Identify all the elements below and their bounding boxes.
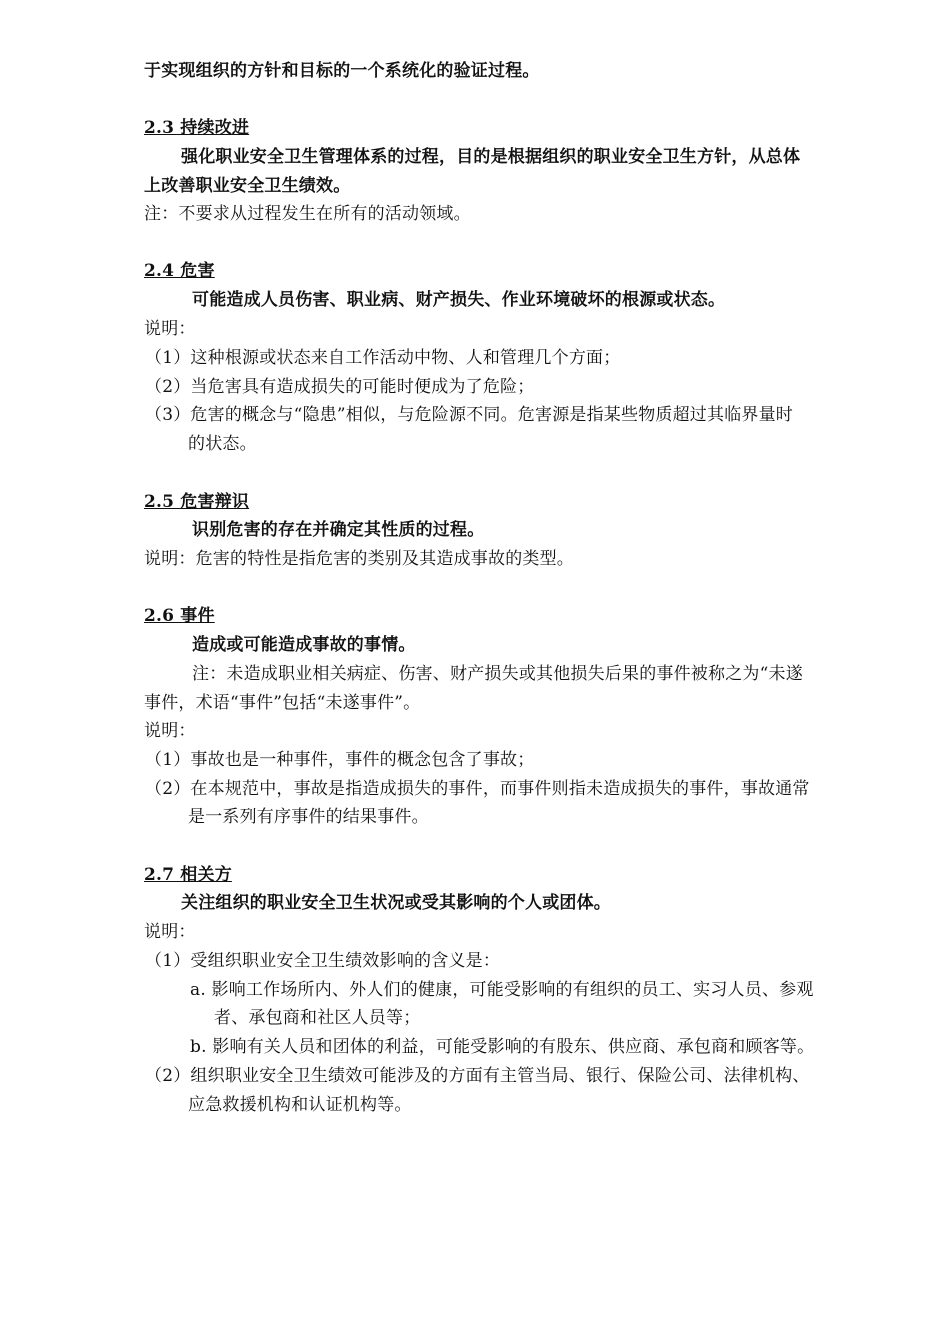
section-2-6-heading: 2.6 事件 — [144, 606, 215, 626]
section-2-5-explain: 说明：危害的特性是指危害的类别及其造成事故的类型。 — [144, 549, 574, 569]
intro-tail-text: 于实现组织的方针和目标的一个系统化的验证过程。 — [144, 61, 540, 81]
section-2-6-note-line2: 事件，术语“事件”包括“未遂事件”。 — [144, 693, 421, 713]
section-2-4-definition: 可能造成人员伤害、职业病、财产损失、作业环境破坏的根源或状态。 — [192, 290, 726, 310]
section-2-5-definition: 识别危害的存在并确定其性质的过程。 — [192, 520, 485, 540]
section-2-6-explain-label: 说明： — [144, 721, 196, 741]
section-2-7-item-2-line2: 应急救援机构和认证机构等。 — [188, 1095, 412, 1115]
section-2-3-note: 注：不要求从过程发生在所有的活动领域。 — [144, 204, 471, 224]
section-2-7-definition: 关注组织的职业安全卫生状况或受其影响的个人或团体。 — [181, 893, 611, 913]
section-2-6-definition: 造成或可能造成事故的事情。 — [192, 635, 416, 655]
section-2-7-sub-a-line2: 者、承包商和社区人员等； — [214, 1008, 421, 1028]
section-2-3-definition-line1: 强化职业安全卫生管理体系的过程，目的是根据组织的职业安全卫生方针，从总体 — [181, 147, 801, 167]
section-2-6-item-2-cont: 是一系列有序事件的结果事件。 — [188, 807, 429, 827]
section-2-7-sub-b: b. 影响有关人员和团体的利益，可能受影响的有股东、供应商、承包商和顾客等。 — [190, 1037, 815, 1057]
section-2-4-item-3-cont: 的状态。 — [188, 434, 257, 454]
section-2-3-heading: 2.3 持续改进 — [144, 118, 250, 138]
section-2-6-note-line1: 注：未造成职业相关病症、伤害、财产损失或其他损失后果的事件被称之为“未遂 — [192, 664, 803, 684]
section-2-3-definition-line2: 上改善职业安全卫生绩效。 — [144, 176, 351, 196]
section-2-4-heading: 2.4 危害 — [144, 261, 215, 281]
section-2-4-explain-label: 说明： — [144, 319, 196, 339]
section-2-4-item-2: （2）当危害具有造成损失的可能时便成为了危险； — [145, 377, 535, 397]
section-2-6-item-2: （2）在本规范中，事故是指造成损失的事件，而事件则指未造成损失的事件，事故通常 — [145, 779, 810, 799]
section-2-7-item-2-line1: （2）组织职业安全卫生绩效可能涉及的方面有主管当局、银行、保险公司、法律机构、 — [145, 1066, 810, 1086]
section-2-5-heading: 2.5 危害辩识 — [144, 492, 250, 512]
section-2-7-sub-a-line1: a. 影响工作场所内、外人们的健康，可能受影响的有组织的员工、实习人员、参观 — [190, 980, 814, 1000]
section-2-4-item-3: （3）危害的概念与“隐患”相似，与危险源不同。危害源是指某些物质超过其临界量时 — [145, 405, 793, 425]
section-2-7-explain-label: 说明： — [144, 922, 196, 942]
section-2-6-item-1: （1）事故也是一种事件，事件的概念包含了事故； — [145, 750, 535, 770]
section-2-4-item-1: （1）这种根源或状态来自工作活动中物、人和管理几个方面； — [145, 348, 621, 368]
section-2-7-heading: 2.7 相关方 — [144, 865, 232, 885]
section-2-7-item-1: （1）受组织职业安全卫生绩效影响的含义是： — [145, 951, 501, 971]
